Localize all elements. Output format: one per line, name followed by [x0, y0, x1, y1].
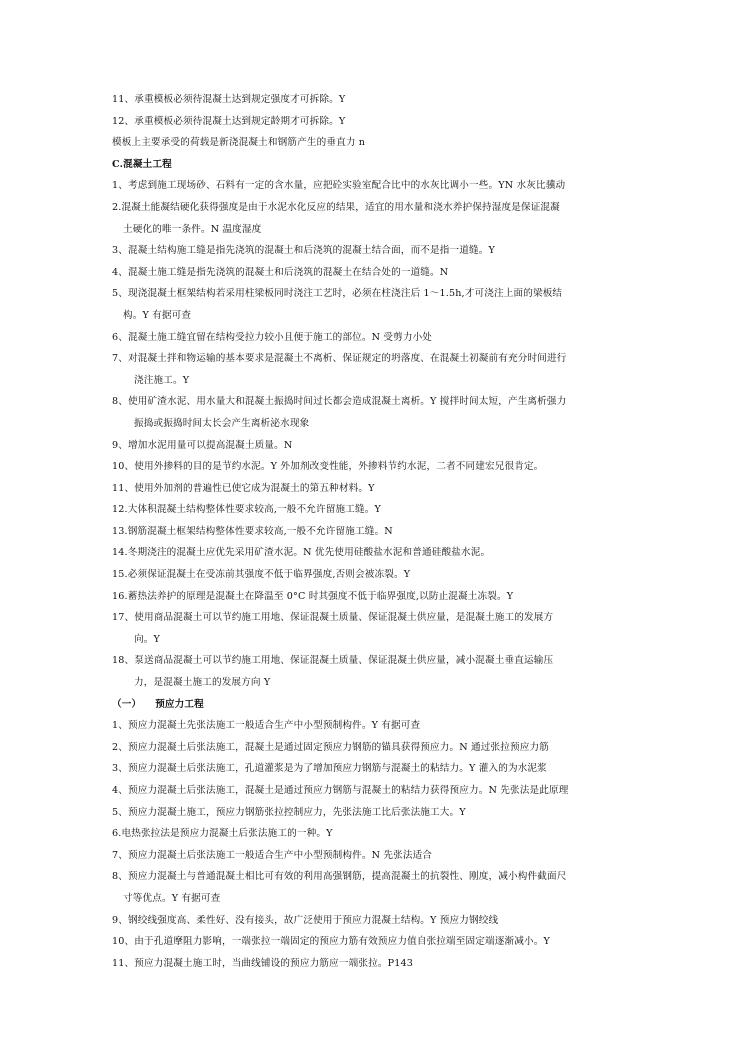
- text-line: 9、钢绞线强度高、柔性好、没有接头，故广泛使用于预应力混凝土结构。Y 预应力钢绞线: [112, 914, 499, 926]
- text-line: 模板上主要承受的荷载是新浇混凝土和钢筋产生的垂直力 n: [112, 137, 366, 149]
- text-line: 12.大体积混凝土结构整体性要求较高,一般不允许留施工缝。Y: [112, 504, 381, 516]
- text-line: 8、预应力混凝土与普通混凝土相比可有效的利用高强钢筋，提高混凝土的抗裂性、刚度，减小构件截面尺: [112, 871, 567, 883]
- text-line: 10、使用外掺料的目的是节约水泥。Y 外加剂改变性能，外掺料节约水泥，二者不同建宏兄很肯定。: [112, 461, 544, 473]
- text-line: 17、使用商品混凝土可以节约施工用地、保证混凝土质量、保证混凝土供应量，是混凝土施工的发展方: [112, 612, 554, 624]
- text-line: 15.必须保证混凝土在受冻前其强度不低于临界强度,否则会被冻裂。Y: [112, 569, 411, 581]
- text-line: 3、预应力混凝土后张法施工，孔道灌浆是为了增加预应力钢筋与混凝土的粘结力。Y 灌入的为水泥浆: [112, 763, 547, 775]
- text-line-continuation: 土硬化的唯一条件。N 温度湿度: [123, 223, 262, 235]
- text-line: 11、承重模板必须待混凝土达到规定强度才可拆除。Y: [112, 94, 346, 105]
- text-line: 7、对混凝土拌和物运输的基本要求是混凝土不离析、保证规定的坍落度、在混凝土初凝前有充分时间进行: [112, 353, 567, 365]
- text-line: 10、由于孔道摩阻力影响，一端张拉一端固定的预应力筋有效预应力值自张拉端至固定端逐渐减小。Y: [112, 936, 550, 948]
- text-line: 8、使用矿渣水泥、用水量大和混凝土振捣时间过长都会造成混凝土离析。Y 搅拌时间太短，产生离析强力: [112, 396, 567, 408]
- text-line: 5、现浇混凝土框架结构若采用柱梁板同时浇注工艺时，必须在柱浇注后 1～1.5h,才可浇注上面的梁板结: [112, 288, 563, 300]
- text-line: 18、泵送商品混凝土可以节约施工用地、保证混凝土质量、保证混凝土供应量，减小混凝土垂直运输压: [112, 655, 554, 667]
- text-line: 12、承重模板必须待混凝土达到规定龄期才可拆除。Y: [112, 115, 346, 127]
- document-body: [112, 89, 642, 974]
- text-line-continuation: 向。Y: [134, 633, 160, 645]
- text-line: 6、混凝土施工缝宜留在结构受拉力较小且便于施工的部位。N 受剪力小处: [112, 331, 433, 343]
- text-line: 5、预应力混凝土施工，预应力钢筋张拉控制应力，先张法施工比后张法施工大。Y: [112, 806, 466, 818]
- text-line-continuation: 振捣或振捣时间太长会产生离析泌水现象: [134, 417, 310, 429]
- text-line: 3、混凝土结构施工缝是指先浇筑的混凝土和后浇筑的混凝土结合面，而不是指一道缝。Y: [112, 245, 495, 257]
- text-line: 11、预应力混凝土施工时，当曲线铺设的预应力筋应一端张拉。P143: [112, 957, 413, 969]
- text-line-continuation: 浇注施工。Y: [134, 374, 190, 386]
- text-line: 1、考虑到施工现场砂、石料有一定的含水量，应把砼实验室配合比中的水灰比调小一些。YN 水灰比骥动: [112, 180, 566, 192]
- text-line: 4、混凝土施工缝是指先浇筑的混凝土和后浇筑的混凝土在结合处的一道缝。N: [112, 266, 449, 278]
- text-line: 7、预应力混凝土后张法施工一般适合生产中小型预制构件。N 先张法适合: [112, 849, 433, 861]
- text-line-continuation: 构。Y 有据可查: [123, 309, 192, 321]
- text-line: 6.电热张拉法是预应力混凝土后张法施工的一种。Y: [112, 828, 333, 840]
- section-heading: （一） 预应力工程: [112, 698, 204, 710]
- text-line: 9、增加水泥用量可以提高混凝土质量。N: [112, 439, 293, 451]
- text-line: 11、使用外加剂的普遍性已使它成为混凝土的第五种材料。Y: [112, 482, 375, 494]
- text-line: 2.混凝土能凝结硬化获得强度是由于水泥水化反应的结果，适宜的用水量和浇水养护保持湿度是保证混凝: [112, 201, 560, 213]
- text-line-continuation: 力，是混凝土施工的发展方向 Y: [134, 677, 271, 689]
- text-line: 2、预应力混凝土后张法施工，混凝土是通过固定预应力钢筋的锚具获得预应力。N 通过张拉预应力筋: [112, 741, 549, 753]
- text-line: 16.蓄热法养护的原理是混凝土在降温至 0°C 时其强度不低于临界强度,以防止混凝土冻裂。Y: [112, 590, 514, 602]
- text-line: 1、预应力混凝土先张法施工一般适合生产中小型预制构件。Y 有据可查: [112, 720, 421, 732]
- section-heading: C.混凝土工程: [112, 158, 172, 170]
- text-line: 14.冬期浇注的混凝土应优先采用矿渣水泥。N 优先使用硅酸盐水泥和普通硅酸盐水泥。: [112, 547, 491, 559]
- text-line: 13.钢筋混凝土框架结构整体性要求较高,一般不允许留施工缝。N: [112, 525, 393, 537]
- text-line: 4、预应力混凝土后张法施工，混凝土是通过预应力钢筋与混凝土的粘结力获得预应力。N 先张法是此原理: [112, 785, 569, 796]
- text-line-continuation: 寸等优点。Y 有据可查: [123, 892, 221, 904]
